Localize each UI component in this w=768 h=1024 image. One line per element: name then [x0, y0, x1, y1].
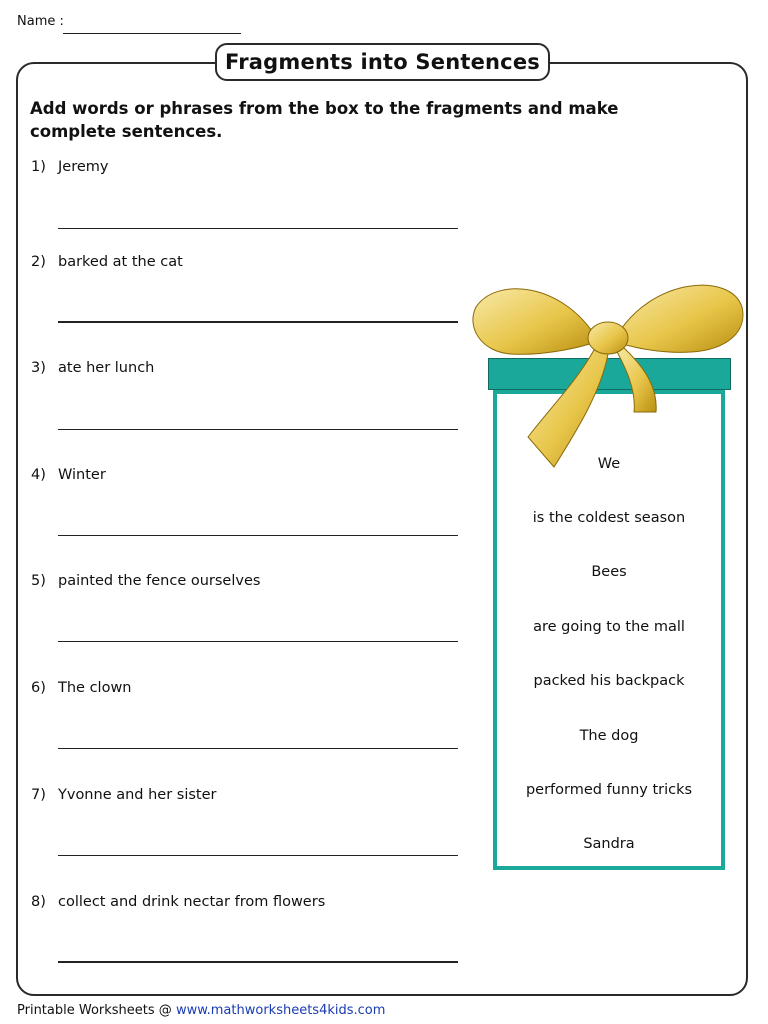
- question-text: barked at the cat: [58, 254, 183, 270]
- question-2: [31, 254, 183, 270]
- question-number: 8): [31, 894, 46, 910]
- question-6: [31, 680, 132, 696]
- question-text: ate her lunch: [58, 360, 155, 376]
- footer-label: Printable Worksheets @: [17, 1003, 172, 1018]
- question-number: 5): [31, 573, 46, 589]
- question-4: [31, 467, 106, 483]
- question-number: 6): [31, 680, 46, 696]
- word-item: Sandra: [583, 836, 635, 852]
- name-label: Name :: [17, 14, 64, 29]
- word-item: packed his backpack: [533, 673, 685, 689]
- question-text: Jeremy: [58, 159, 109, 175]
- question-text: collect and drink nectar from flowers: [58, 894, 326, 910]
- question-text: painted the fence ourselves: [58, 573, 261, 589]
- question-3: [31, 360, 154, 376]
- name-line[interactable]: [63, 33, 241, 34]
- word-item: The dog: [579, 728, 639, 744]
- answer-line-5[interactable]: [58, 641, 458, 642]
- word-item: Bees: [591, 564, 627, 580]
- answer-line-3[interactable]: [58, 429, 458, 430]
- question-number: 2): [31, 254, 46, 270]
- question-number: 7): [31, 787, 46, 803]
- footer: [17, 1003, 385, 1018]
- question-1: [31, 159, 108, 175]
- word-item: We: [597, 456, 621, 472]
- word-item: is the coldest season: [532, 510, 686, 526]
- ribbon-bow-icon: [466, 272, 746, 472]
- word-item: performed funny tricks: [525, 782, 693, 798]
- question-number: 1): [31, 159, 46, 175]
- question-number: 4): [31, 467, 46, 483]
- word-item: are going to the mall: [533, 619, 685, 635]
- footer-url[interactable]: www.mathworksheets4kids.com: [175, 1003, 386, 1018]
- question-8: [31, 894, 325, 910]
- question-number: 3): [31, 360, 46, 376]
- answer-line-6[interactable]: [58, 748, 458, 749]
- instructions: Add words or phrases from the box to the fragments and make complete sentences.: [30, 99, 619, 141]
- answer-line-2[interactable]: [58, 321, 458, 323]
- answer-line-8[interactable]: [58, 961, 458, 963]
- answer-line-1[interactable]: [58, 228, 458, 229]
- page-title: Fragments into Sentences: [215, 43, 550, 81]
- question-7: [31, 787, 217, 803]
- answer-line-4[interactable]: [58, 535, 458, 536]
- question-text: Yvonne and her sister: [58, 787, 217, 803]
- question-5: [31, 573, 260, 589]
- question-text: The clown: [58, 680, 132, 696]
- answer-line-7[interactable]: [58, 855, 458, 856]
- question-text: Winter: [58, 467, 106, 483]
